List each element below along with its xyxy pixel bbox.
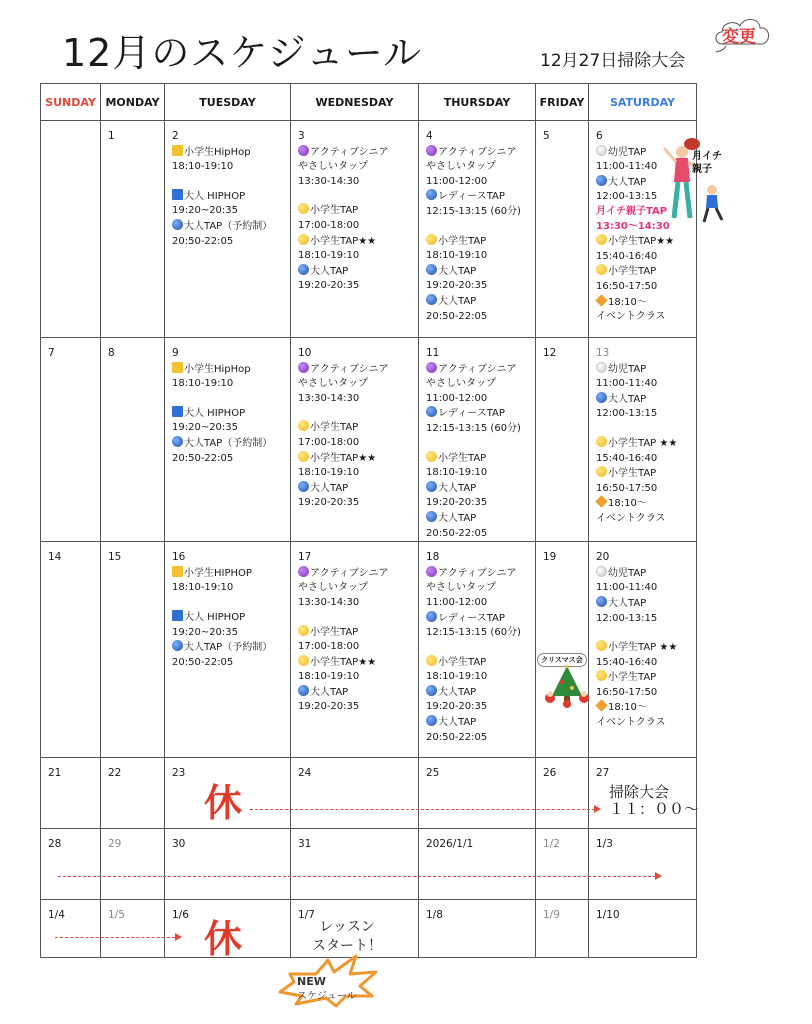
class-time: 13:30-14:30 bbox=[298, 596, 360, 608]
week-row-5 bbox=[41, 829, 697, 900]
class-name: 小学生TAP bbox=[608, 672, 657, 684]
date-number: 11 bbox=[426, 347, 440, 359]
day-cell bbox=[101, 758, 165, 829]
purple-circle-icon bbox=[426, 145, 437, 156]
yellow-circle-icon bbox=[596, 436, 607, 447]
class-time: 12:00-13:15 bbox=[596, 191, 658, 203]
date-number: 1/2 bbox=[543, 838, 560, 851]
purple-circle-icon bbox=[426, 566, 437, 577]
blue-circle-icon bbox=[426, 685, 437, 696]
arrowhead-icon bbox=[655, 872, 662, 880]
rest-mark: 休 bbox=[204, 917, 243, 961]
yellow-square-icon bbox=[172, 145, 183, 156]
blue-circle-icon bbox=[426, 511, 437, 522]
day-cell bbox=[419, 338, 536, 542]
date-number: 13 bbox=[596, 347, 610, 359]
yellow-circle-icon bbox=[596, 234, 607, 245]
class-name: レディースTAP bbox=[438, 408, 505, 420]
date-number: 29 bbox=[108, 838, 122, 851]
orange-diamond-icon bbox=[595, 700, 607, 712]
blue-circle-icon bbox=[426, 715, 437, 726]
class-time: 11:00-11:40 bbox=[596, 582, 658, 594]
class-time: 17:00-18:00 bbox=[298, 219, 360, 231]
blue-circle-icon bbox=[298, 264, 309, 275]
purple-circle-icon bbox=[298, 145, 309, 156]
class-time: 12:15-13:15 (60分) bbox=[426, 627, 521, 639]
blue-circle-icon bbox=[596, 175, 607, 186]
class-name: 大人 HIPHOP bbox=[184, 611, 246, 623]
class-name: やさしいタップ bbox=[426, 161, 496, 173]
week-row-4 bbox=[41, 758, 697, 829]
header-sunday: SUNDAY bbox=[41, 84, 101, 121]
class-time: 15:40-16:40 bbox=[596, 656, 658, 668]
lesson-start-line1: レッスン bbox=[319, 919, 375, 935]
orange-diamond-icon bbox=[595, 294, 607, 306]
class-time: 18:10-19:10 bbox=[298, 250, 360, 262]
class-name: アクティブシニア bbox=[438, 363, 517, 375]
date-number: 28 bbox=[48, 838, 62, 851]
day-cell bbox=[419, 758, 536, 829]
christmas-tree-icon bbox=[544, 664, 590, 708]
white-circle-icon bbox=[596, 145, 607, 156]
class-time: 19:20-20:35 bbox=[426, 497, 488, 509]
class-time: 13:30～14:30 bbox=[596, 220, 670, 232]
class-name: 小学生TAP bbox=[438, 452, 487, 464]
header-friday: FRIDAY bbox=[536, 84, 589, 121]
monthly-parent-child-label bbox=[692, 150, 722, 176]
class-time: 12:15-13:15 (60分) bbox=[426, 422, 521, 434]
white-circle-icon bbox=[596, 566, 607, 577]
blue-circle-icon bbox=[298, 481, 309, 492]
class-time: 19:20-20:35 bbox=[298, 280, 360, 292]
day-cell bbox=[165, 338, 291, 542]
lesson-start-note bbox=[312, 918, 382, 956]
class-name: 幼児TAP bbox=[608, 567, 647, 579]
date-number: 9 bbox=[172, 347, 179, 359]
day-cell bbox=[41, 758, 101, 829]
blue-circle-icon bbox=[596, 392, 607, 403]
header-row bbox=[41, 84, 697, 121]
blue-circle-icon bbox=[426, 406, 437, 417]
class-time: 19:20-20:35 bbox=[298, 701, 360, 713]
yellow-square-icon bbox=[172, 566, 183, 577]
yellow-circle-icon bbox=[426, 234, 437, 245]
day-cell bbox=[589, 829, 697, 900]
day-cell bbox=[589, 542, 697, 758]
class-name: 大人TAP bbox=[438, 295, 477, 307]
blue-circle-icon bbox=[172, 219, 183, 230]
header-saturday: SATURDAY bbox=[589, 84, 697, 121]
day-cell bbox=[536, 121, 589, 338]
class-time: 16:50-17:50 bbox=[596, 280, 658, 292]
date-number: 1/4 bbox=[48, 909, 65, 922]
class-name: アクティブシニア bbox=[310, 567, 389, 579]
date-number: 1/3 bbox=[596, 838, 613, 851]
rest-period-arrow bbox=[250, 809, 595, 810]
blue-square-icon bbox=[172, 406, 183, 417]
yellow-circle-icon bbox=[298, 625, 309, 636]
day-cell bbox=[419, 121, 536, 338]
day-cell bbox=[536, 338, 589, 542]
yellow-circle-icon bbox=[426, 451, 437, 462]
day-cell bbox=[536, 829, 589, 900]
class-name: 小学生HipHop bbox=[184, 363, 251, 375]
date-number: 25 bbox=[426, 767, 440, 780]
date-number: 1/7 bbox=[298, 909, 315, 922]
yellow-circle-icon bbox=[426, 655, 437, 666]
new-badge-sublabel: スケジュール bbox=[297, 991, 357, 1002]
class-name: 大人TAP bbox=[310, 686, 349, 698]
date-number: 24 bbox=[298, 767, 312, 780]
yellow-circle-icon bbox=[596, 264, 607, 275]
class-name: やさしいタップ bbox=[426, 378, 496, 390]
class-time: 13:30-14:30 bbox=[298, 175, 360, 187]
class-time: 18:10-19:10 bbox=[298, 671, 360, 683]
class-time: 20:50-22:05 bbox=[426, 310, 488, 322]
class-time: 12:00-13:15 bbox=[596, 612, 658, 624]
day-cell bbox=[101, 829, 165, 900]
class-name: 小学生TAP bbox=[438, 235, 487, 247]
day-cell bbox=[41, 829, 101, 900]
day-cell bbox=[536, 542, 589, 758]
date-number: 10 bbox=[298, 347, 312, 359]
class-time: 19:20-20:35 bbox=[426, 280, 488, 292]
week-row-2 bbox=[41, 338, 697, 542]
class-name: 大人TAP bbox=[310, 482, 349, 494]
class-time: 16:50-17:50 bbox=[596, 686, 658, 698]
monthly-label-line1: 月イチ bbox=[692, 151, 722, 162]
blue-circle-icon bbox=[426, 264, 437, 275]
class-name: 小学生TAP★★ bbox=[310, 452, 377, 464]
date-number: 2026/1/1 bbox=[426, 838, 474, 851]
class-time: 18:10-19:10 bbox=[172, 378, 234, 390]
blue-circle-icon bbox=[426, 611, 437, 622]
date-number: 27 bbox=[596, 767, 610, 780]
yellow-circle-icon bbox=[298, 420, 309, 431]
blue-circle-icon bbox=[426, 189, 437, 200]
day-cell bbox=[101, 542, 165, 758]
arrowhead-icon bbox=[175, 933, 182, 941]
day-cell bbox=[589, 900, 697, 958]
header-tuesday: TUESDAY bbox=[165, 84, 291, 121]
day-cell bbox=[101, 338, 165, 542]
date-number: 1/6 bbox=[172, 909, 189, 922]
date-number: 19 bbox=[543, 551, 557, 564]
class-name: 大人 HIPHOP bbox=[184, 190, 246, 202]
date-number: 5 bbox=[543, 130, 550, 142]
blue-square-icon bbox=[172, 189, 183, 200]
class-time: 19:20~20:35 bbox=[172, 626, 239, 638]
orange-diamond-icon bbox=[595, 496, 607, 508]
blue-circle-icon bbox=[172, 436, 183, 447]
class-name: 大人TAP bbox=[438, 686, 477, 698]
yellow-square-icon bbox=[172, 362, 183, 373]
class-time: 16:50-17:50 bbox=[596, 482, 658, 494]
rest-mark: 休 bbox=[204, 781, 243, 825]
class-time: 19:20-20:35 bbox=[426, 701, 488, 713]
date-number: 15 bbox=[108, 551, 122, 564]
change-badge: 変更 bbox=[722, 27, 756, 47]
date-number: 8 bbox=[108, 347, 115, 359]
date-number: 23 bbox=[172, 767, 186, 780]
blue-circle-icon bbox=[596, 596, 607, 607]
class-name: やさしいタップ bbox=[298, 378, 368, 390]
date-number: 30 bbox=[172, 838, 186, 851]
day-cell bbox=[291, 829, 419, 900]
week-row-1 bbox=[41, 121, 697, 338]
date-number: 3 bbox=[298, 130, 305, 142]
cleanup-title: 掃除大会 bbox=[609, 783, 670, 801]
class-name: 大人 HIPHOP bbox=[184, 407, 246, 419]
class-time: 18:10-19:10 bbox=[172, 161, 234, 173]
class-name: 小学生TAP bbox=[608, 468, 657, 480]
date-number: 4 bbox=[426, 130, 433, 142]
date-number: 1/5 bbox=[108, 909, 125, 922]
blue-square-icon bbox=[172, 610, 183, 621]
date-number: 2 bbox=[172, 130, 179, 142]
day-cell bbox=[291, 121, 419, 338]
class-time: 11:00-12:00 bbox=[426, 596, 488, 608]
class-time: 11:00-11:40 bbox=[596, 378, 658, 390]
yellow-circle-icon bbox=[298, 451, 309, 462]
date-number: 14 bbox=[48, 551, 62, 564]
arrowhead-icon bbox=[594, 805, 601, 813]
yellow-circle-icon bbox=[298, 234, 309, 245]
page-title: 12月のスケジュール bbox=[62, 31, 423, 75]
date-number: 1/9 bbox=[543, 909, 560, 922]
day-cell bbox=[41, 338, 101, 542]
class-time: 20:50-22:05 bbox=[426, 527, 488, 539]
purple-circle-icon bbox=[426, 362, 437, 373]
date-number: 6 bbox=[596, 130, 603, 142]
blue-circle-icon bbox=[172, 640, 183, 651]
class-name: 小学生TAP★★ bbox=[310, 235, 377, 247]
class-time: 18:10～ bbox=[608, 296, 647, 308]
class-name: やさしいタップ bbox=[298, 161, 368, 173]
class-name: 小学生TAP bbox=[310, 422, 359, 434]
class-name: イベントクラス bbox=[596, 512, 666, 524]
day-cell bbox=[41, 900, 101, 958]
class-name: 大人TAP bbox=[438, 482, 477, 494]
class-time: 17:00-18:00 bbox=[298, 436, 360, 448]
day-cell bbox=[291, 338, 419, 542]
class-time: 19:20-20:35 bbox=[298, 497, 360, 509]
class-time: 11:00-11:40 bbox=[596, 161, 658, 173]
class-time: 17:00-18:00 bbox=[298, 641, 360, 653]
class-time: 11:00-12:00 bbox=[426, 175, 488, 187]
class-name: 大人TAP bbox=[438, 512, 477, 524]
date-number: 20 bbox=[596, 551, 610, 564]
class-time: 20:50-22:05 bbox=[172, 656, 234, 668]
class-time: 13:30-14:30 bbox=[298, 392, 360, 404]
purple-circle-icon bbox=[298, 362, 309, 373]
class-time: 20:50-22:05 bbox=[426, 731, 488, 743]
class-time: 18:10～ bbox=[608, 498, 647, 510]
day-cell bbox=[165, 829, 291, 900]
day-cell bbox=[291, 542, 419, 758]
class-time: 18:10-19:10 bbox=[426, 467, 488, 479]
day-cell bbox=[419, 900, 536, 958]
class-name: 小学生TAP★★ bbox=[310, 656, 377, 668]
class-name: 大人TAP（予約制） bbox=[184, 437, 273, 449]
blue-circle-icon bbox=[426, 294, 437, 305]
yellow-circle-icon bbox=[596, 466, 607, 477]
date-number: 1/10 bbox=[596, 909, 620, 922]
class-name: アクティブシニア bbox=[310, 146, 389, 158]
class-name: 小学生TAP ★★ bbox=[608, 437, 678, 449]
class-name: 小学生TAP bbox=[310, 205, 359, 217]
class-time: 20:50-22:05 bbox=[172, 235, 234, 247]
blue-circle-icon bbox=[426, 481, 437, 492]
calendar-table bbox=[40, 83, 700, 958]
class-name: 小学生TAP★★ bbox=[608, 236, 675, 248]
rest-period-arrow bbox=[58, 876, 656, 877]
date-number: 1/8 bbox=[426, 909, 443, 922]
day-cell bbox=[536, 758, 589, 829]
day-cell bbox=[419, 542, 536, 758]
day-cell bbox=[536, 900, 589, 958]
date-number: 12 bbox=[543, 347, 557, 359]
class-name: 小学生TAP bbox=[608, 266, 657, 278]
yellow-circle-icon bbox=[596, 670, 607, 681]
class-name: 幼児TAP bbox=[608, 146, 647, 158]
class-time: 15:40-16:40 bbox=[596, 452, 658, 464]
class-time: 18:10-19:10 bbox=[298, 467, 360, 479]
class-name: アクティブシニア bbox=[310, 363, 389, 375]
date-number: 18 bbox=[426, 551, 440, 564]
class-name: 大人TAP（予約制） bbox=[184, 642, 273, 654]
day-cell bbox=[165, 542, 291, 758]
header-thursday: THURSDAY bbox=[419, 84, 536, 121]
day-cell bbox=[101, 121, 165, 338]
date-number: 22 bbox=[108, 767, 122, 780]
class-name: 幼児TAP bbox=[608, 363, 647, 375]
class-time: 19:20~20:35 bbox=[172, 205, 239, 217]
day-cell bbox=[41, 542, 101, 758]
class-name: イベントクラス bbox=[596, 311, 666, 323]
class-name: アクティブシニア bbox=[438, 567, 517, 579]
class-time: 11:00-12:00 bbox=[426, 392, 488, 404]
yellow-circle-icon bbox=[298, 655, 309, 666]
class-time: 18:10-19:10 bbox=[426, 250, 488, 262]
class-time: 18:10-19:10 bbox=[172, 582, 234, 594]
header-monday: MONDAY bbox=[101, 84, 165, 121]
day-cell bbox=[589, 338, 697, 542]
date-number: 21 bbox=[48, 767, 62, 780]
class-time: 19:20~20:35 bbox=[172, 422, 239, 434]
class-time: 20:50-22:05 bbox=[172, 452, 234, 464]
class-name: やさしいタップ bbox=[426, 582, 496, 594]
day-cell bbox=[291, 758, 419, 829]
yellow-circle-icon bbox=[298, 203, 309, 214]
class-time: 12:15-13:15 (60分) bbox=[426, 205, 521, 217]
week-row-3 bbox=[41, 542, 697, 758]
class-name: レディースTAP bbox=[438, 612, 505, 624]
class-name: 月イチ親子TAP bbox=[596, 205, 668, 217]
class-name: 大人TAP bbox=[608, 176, 647, 188]
class-name: 小学生TAP bbox=[310, 626, 359, 638]
day-cell bbox=[101, 900, 165, 958]
blue-circle-icon bbox=[298, 685, 309, 696]
new-badge-label: NEW bbox=[297, 975, 326, 988]
day-cell bbox=[165, 121, 291, 338]
class-time: 15:40-16:40 bbox=[596, 250, 658, 262]
class-time: 18:10-19:10 bbox=[426, 671, 488, 683]
class-name: 小学生TAP ★★ bbox=[608, 642, 678, 654]
class-name: やさしいタップ bbox=[298, 582, 368, 594]
date-number: 16 bbox=[172, 551, 186, 564]
class-name: 大人TAP bbox=[608, 597, 647, 609]
christmas-party-label: クリスマス会 bbox=[537, 653, 587, 667]
date-number: 31 bbox=[298, 838, 312, 851]
date-number: 7 bbox=[48, 347, 55, 359]
day-cell bbox=[41, 121, 101, 338]
class-name: 大人TAP bbox=[608, 393, 647, 405]
day-cell bbox=[419, 829, 536, 900]
class-name: 小学生HIPHOP bbox=[184, 567, 252, 579]
date-number: 26 bbox=[543, 767, 557, 780]
class-name: 大人TAP bbox=[438, 717, 477, 729]
purple-circle-icon bbox=[298, 566, 309, 577]
monthly-label-line2: 親子 bbox=[692, 164, 712, 175]
class-name: アクティブシニア bbox=[438, 146, 517, 158]
cleanup-event bbox=[609, 784, 699, 818]
class-name: 小学生TAP bbox=[438, 656, 487, 668]
class-name: 小学生HipHop bbox=[184, 146, 251, 158]
rest-period-arrow bbox=[55, 937, 175, 938]
yellow-circle-icon bbox=[596, 640, 607, 651]
date-number: 17 bbox=[298, 551, 312, 564]
class-name: 大人TAP（予約制） bbox=[184, 220, 273, 232]
white-circle-icon bbox=[596, 362, 607, 373]
date-number: 1 bbox=[108, 130, 115, 142]
class-time: 12:00-13:15 bbox=[596, 408, 658, 420]
cleanup-time: １１：００〜 bbox=[609, 800, 700, 818]
header-wednesday: WEDNESDAY bbox=[291, 84, 419, 121]
lesson-start-line2: スタート！ bbox=[312, 938, 382, 954]
class-name: レディースTAP bbox=[438, 191, 505, 203]
page-subtitle: 12月27日掃除大会 bbox=[540, 51, 686, 71]
class-time: 18:10～ bbox=[608, 702, 647, 714]
class-name: 大人TAP bbox=[438, 265, 477, 277]
class-name: イベントクラス bbox=[596, 717, 666, 729]
class-name: 大人TAP bbox=[310, 265, 349, 277]
